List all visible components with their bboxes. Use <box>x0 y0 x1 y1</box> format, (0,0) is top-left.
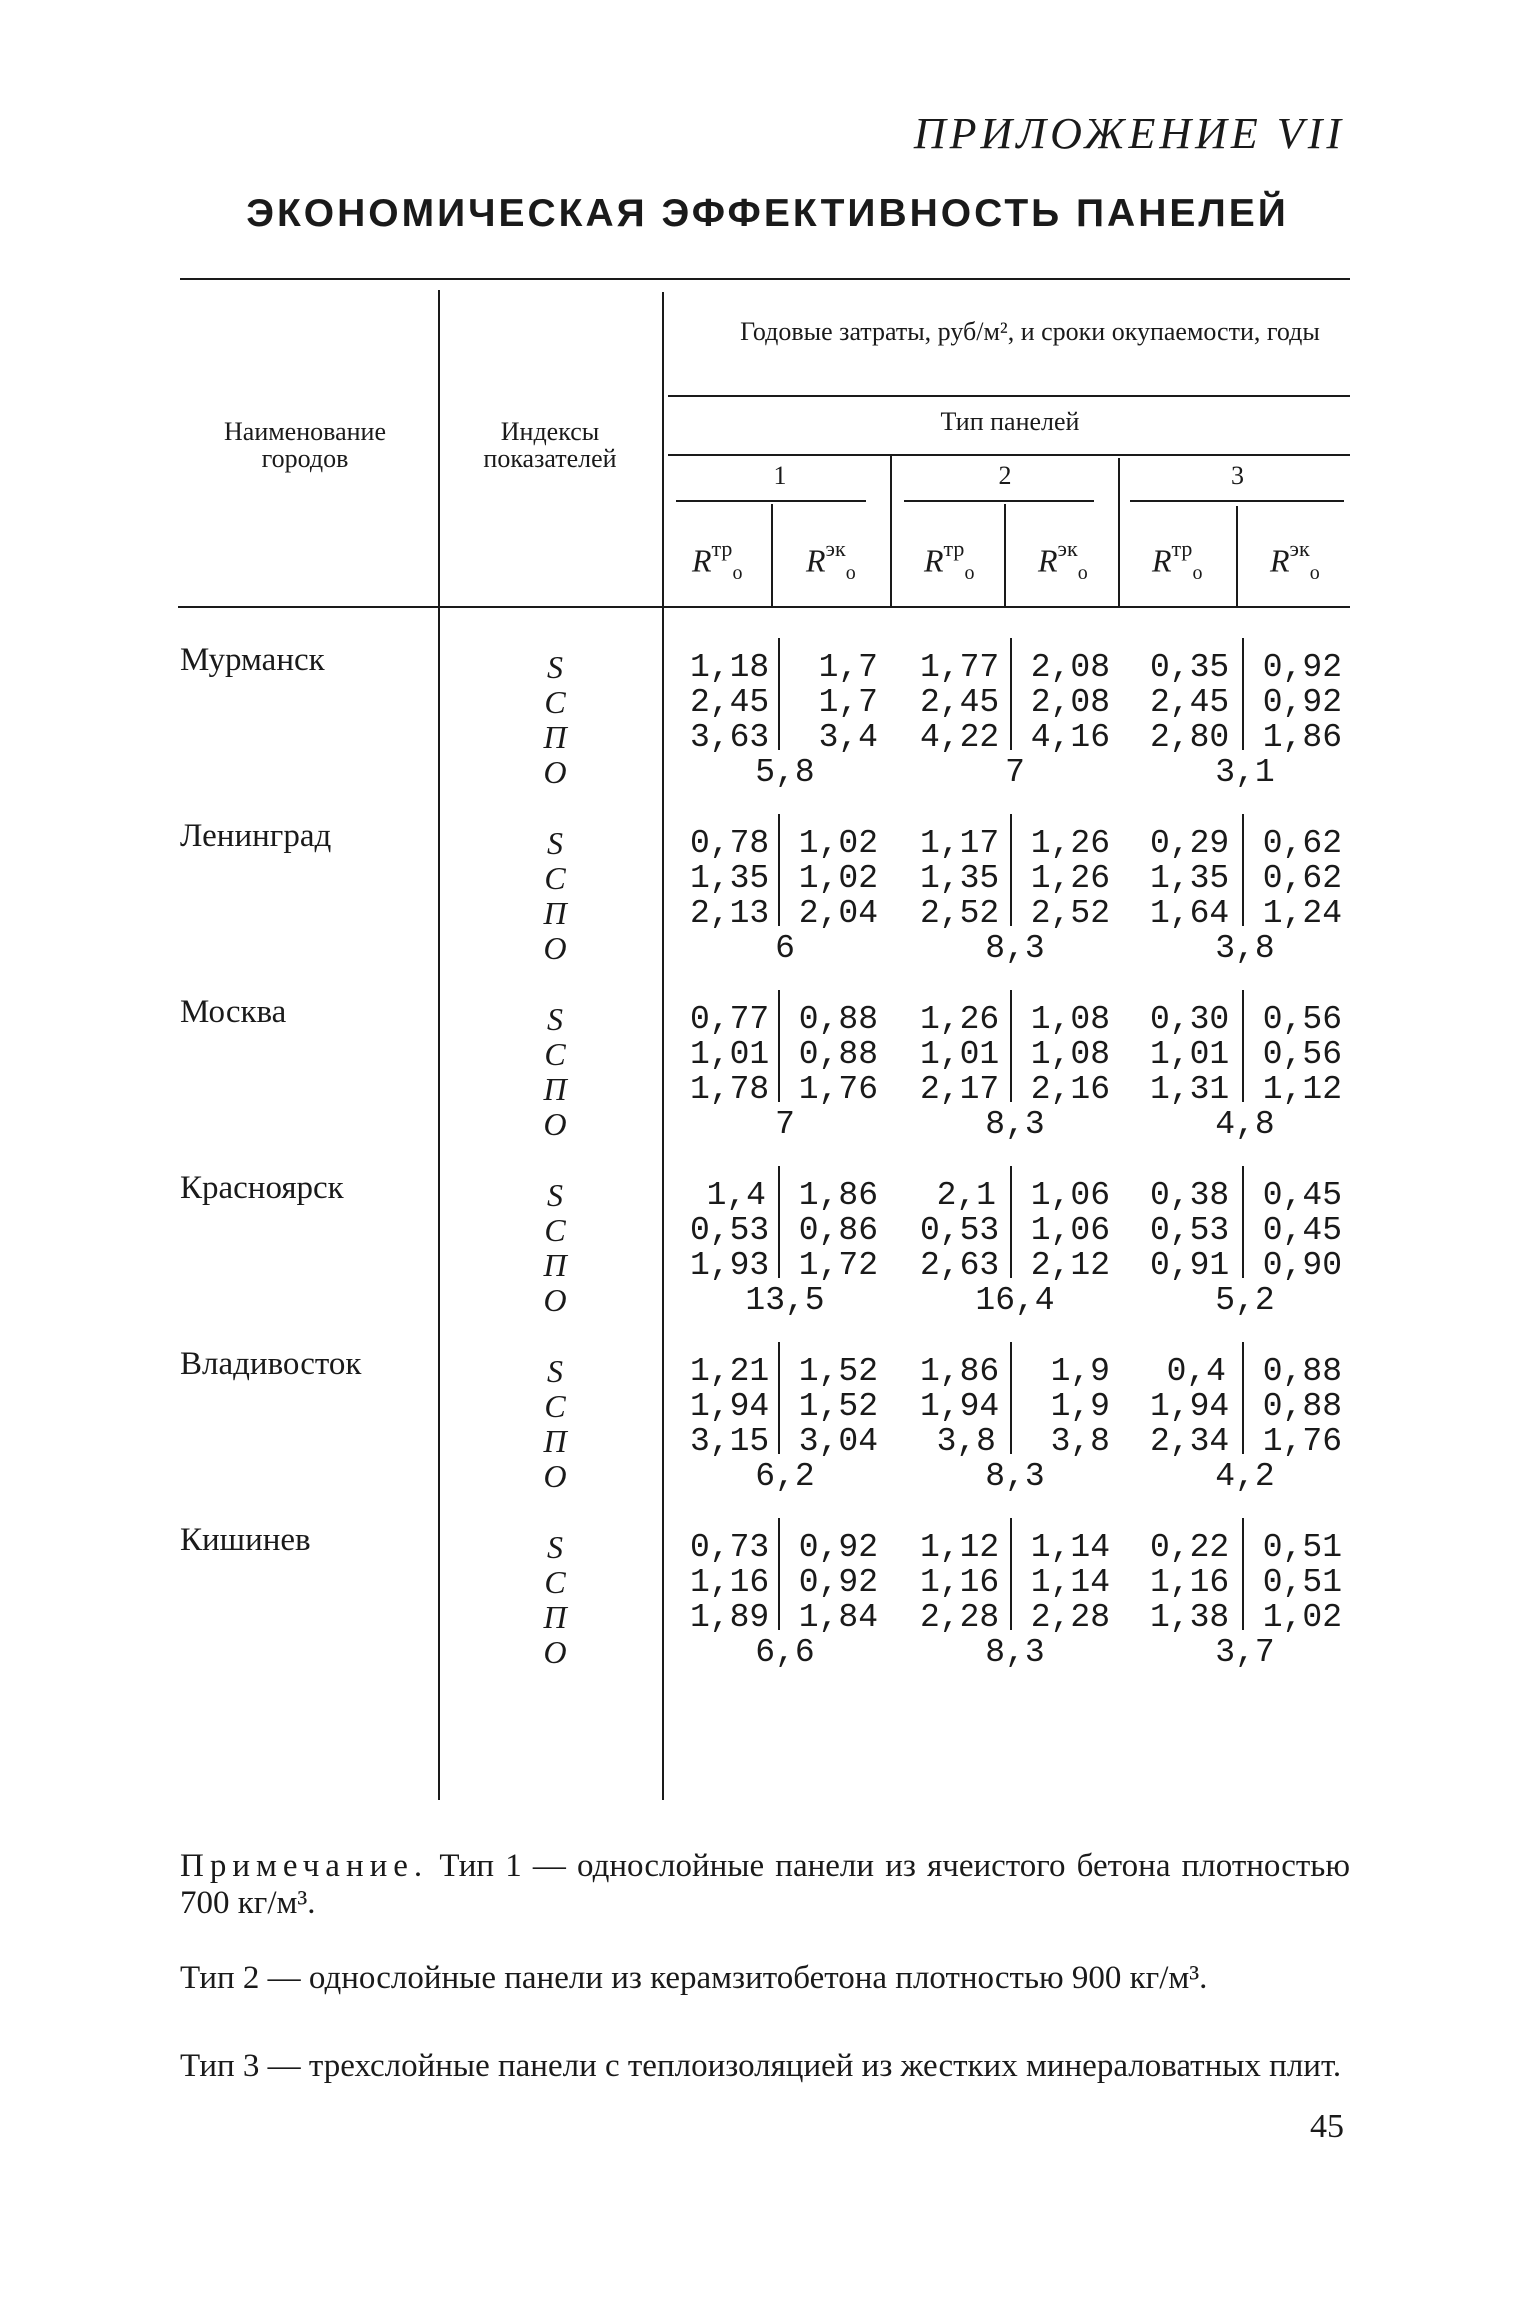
cost-value: 2,45 <box>920 684 1000 721</box>
cost-value: 1,17 <box>920 825 1000 862</box>
cost-value: 0,51 <box>1262 1529 1342 1566</box>
cost-value: 1,64 <box>1150 895 1230 932</box>
index-label: П <box>543 1599 567 1635</box>
type3-subrule <box>1130 500 1344 502</box>
index-label: C <box>544 684 566 720</box>
index-label: S <box>547 1353 563 1389</box>
cost-value: 0,45 <box>1262 1212 1342 1249</box>
cost-value: 0,88 <box>1262 1388 1342 1425</box>
cost-value: 1,26 <box>920 1001 1000 1038</box>
cost-value: 1,06 <box>1030 1177 1110 1214</box>
cell-divider <box>1242 1166 1244 1278</box>
cell-divider <box>1242 638 1244 750</box>
city-name: Москва <box>180 994 287 1030</box>
cost-value: 3,8 <box>936 1423 996 1460</box>
cost-value: 1,01 <box>1150 1036 1230 1073</box>
cost-value: 1,76 <box>798 1071 878 1108</box>
cost-value: 0,91 <box>1150 1247 1230 1284</box>
index-label: O <box>543 754 567 790</box>
payback-value: 16,4 <box>975 1282 1055 1319</box>
cell-divider <box>1242 1518 1244 1630</box>
note-type-3: Тип 3 — трехслойные панели с теплоизоляцией из жестких минераловатных плит. <box>180 2048 1342 2084</box>
cost-value: 1,18 <box>690 649 770 686</box>
payback-value: 4,8 <box>1215 1106 1275 1143</box>
cell-divider <box>778 638 780 750</box>
cost-value: 0,92 <box>1262 649 1342 686</box>
payback-value: 8,3 <box>985 1458 1045 1495</box>
cost-value: 2,1 <box>936 1177 996 1214</box>
cost-value: 1,14 <box>1030 1529 1110 1566</box>
appendix-label: ПРИЛОЖЕНИЕ VII <box>913 109 1345 158</box>
cell-divider <box>1242 1342 1244 1454</box>
cell-divider <box>778 1342 780 1454</box>
cost-value: 0,53 <box>920 1212 1000 1249</box>
cost-value: 0,53 <box>1150 1212 1230 1249</box>
cost-value: 2,13 <box>690 895 770 932</box>
cell-divider <box>1242 814 1244 926</box>
cost-value: 1,01 <box>920 1036 1000 1073</box>
cost-value: 1,86 <box>1262 719 1342 756</box>
payback-value: 8,3 <box>985 1634 1045 1671</box>
index-label: C <box>544 1564 566 1600</box>
cost-value: 1,86 <box>798 1177 878 1214</box>
city-name: Владивосток <box>180 1346 362 1382</box>
page-title: ЭКОНОМИЧЕСКАЯ ЭФФЕКТИВНОСТЬ ПАНЕЛЕЙ <box>246 192 1289 235</box>
index-label: S <box>547 1001 563 1037</box>
cost-value: 1,02 <box>798 825 878 862</box>
cost-value: 0,88 <box>1262 1353 1342 1390</box>
cost-value: 2,34 <box>1150 1423 1230 1460</box>
index-label: C <box>544 1388 566 1424</box>
cost-value: 0,56 <box>1262 1001 1342 1038</box>
payback-value: 3,1 <box>1215 754 1275 791</box>
index-label: П <box>543 1423 567 1459</box>
index-label: П <box>543 895 567 931</box>
cost-value: 1,16 <box>920 1564 1000 1601</box>
cost-value: 1,93 <box>690 1247 770 1284</box>
cost-value: 1,21 <box>690 1353 770 1390</box>
index-label: C <box>544 1036 566 1072</box>
cost-value: 1,26 <box>1030 825 1110 862</box>
index-label: П <box>543 1071 567 1107</box>
note-word: Примечание. <box>180 1848 429 1884</box>
city-name: Красноярск <box>180 1170 344 1206</box>
cost-value: 0,22 <box>1150 1529 1230 1566</box>
cost-value: 2,45 <box>1150 684 1230 721</box>
cost-value: 0,86 <box>798 1212 878 1249</box>
cost-value: 1,52 <box>798 1388 878 1425</box>
cost-value: 3,15 <box>690 1423 770 1460</box>
payback-value: 5,8 <box>755 754 815 791</box>
cost-value: 0,4 <box>1166 1353 1226 1390</box>
cost-value: 1,84 <box>798 1599 878 1636</box>
cost-value: 1,94 <box>690 1388 770 1425</box>
index-label: П <box>543 719 567 755</box>
cell-divider <box>1010 1342 1012 1454</box>
cost-value: 2,17 <box>920 1071 1000 1108</box>
panel-type-header: Тип панелей <box>940 407 1080 436</box>
cost-value: 1,02 <box>798 860 878 897</box>
payback-value: 5,2 <box>1215 1282 1275 1319</box>
header-bottom-rule <box>178 606 1350 608</box>
cell-divider <box>1010 638 1012 750</box>
cost-value: 0,56 <box>1262 1036 1342 1073</box>
cost-value: 1,94 <box>920 1388 1000 1425</box>
index-label: O <box>543 1458 567 1494</box>
cell-divider <box>1010 814 1012 926</box>
cost-value: 1,52 <box>798 1353 878 1390</box>
cost-value: 0,62 <box>1262 860 1342 897</box>
r-tr-symbol: $R^{тр}_о$ <box>1152 536 1203 585</box>
index-label: S <box>547 825 563 861</box>
cost-value: 0,29 <box>1150 825 1230 862</box>
cost-value: 2,08 <box>1030 649 1110 686</box>
type-divider-2-3 <box>1118 458 1120 606</box>
cell-divider <box>1010 1518 1012 1630</box>
cell-divider <box>778 814 780 926</box>
cost-value: 2,80 <box>1150 719 1230 756</box>
cell-divider <box>1242 990 1244 1102</box>
cost-value: 1,7 <box>818 684 878 721</box>
type-1-header: 1 <box>773 461 787 490</box>
payback-value: 3,8 <box>1215 930 1275 967</box>
type-divider-1-2 <box>890 456 892 606</box>
cost-value: 1,38 <box>1150 1599 1230 1636</box>
r-ek-symbol: $R^{эк}_о$ <box>1038 536 1088 585</box>
cost-value: 1,35 <box>920 860 1000 897</box>
cost-value: 3,04 <box>798 1423 878 1460</box>
cell-divider <box>1010 990 1012 1102</box>
cell-divider <box>778 990 780 1102</box>
city-column-divider <box>438 290 440 1800</box>
city-name: Ленинград <box>180 818 332 854</box>
page-number: 45 <box>1310 2108 1344 2145</box>
cell-divider <box>778 1518 780 1630</box>
cost-value: 2,63 <box>920 1247 1000 1284</box>
cost-value: 1,4 <box>706 1177 766 1214</box>
cost-value: 1,94 <box>1150 1388 1230 1425</box>
city-column-header: Наименование городов <box>224 417 386 474</box>
cost-value: 4,22 <box>920 719 1000 756</box>
r-tr-symbol: $R^{тр}_о$ <box>924 536 975 585</box>
index-column-header: Индексы показателей <box>483 417 617 474</box>
cost-value: 0,92 <box>798 1529 878 1566</box>
type-header-rule <box>668 454 1350 456</box>
cost-value: 1,26 <box>1030 860 1110 897</box>
cost-value: 2,08 <box>1030 684 1110 721</box>
cost-value: 1,14 <box>1030 1564 1110 1601</box>
payback-value: 3,7 <box>1215 1634 1275 1671</box>
cost-value: 2,52 <box>1030 895 1110 932</box>
cost-value: 0,78 <box>690 825 770 862</box>
cost-value: 4,16 <box>1030 719 1110 756</box>
cost-value: 1,12 <box>1262 1071 1342 1108</box>
cost-value: 1,08 <box>1030 1036 1110 1073</box>
type1-subrule <box>676 500 866 502</box>
payback-value: 7 <box>1005 754 1025 791</box>
index-label: S <box>547 1177 563 1213</box>
payback-value: 7 <box>775 1106 795 1143</box>
cost-value: 1,02 <box>1262 1599 1342 1636</box>
costs-header-rule <box>668 395 1350 397</box>
costs-header: Годовые затраты, руб/м², и сроки окупаемости, годы <box>740 317 1320 346</box>
city-name: Кишинев <box>180 1522 311 1558</box>
cost-value: 1,16 <box>1150 1564 1230 1601</box>
cost-value: 1,06 <box>1030 1212 1110 1249</box>
index-label: S <box>547 649 563 685</box>
cost-value: 1,08 <box>1030 1001 1110 1038</box>
cost-value: 0,35 <box>1150 649 1230 686</box>
table-top-rule <box>180 278 1350 280</box>
type1-rtr-rek-divider <box>771 504 773 606</box>
cost-value: 0,77 <box>690 1001 770 1038</box>
type2-rtr-rek-divider <box>1004 504 1006 606</box>
type-3-header: 3 <box>1231 461 1244 490</box>
cost-value: 2,16 <box>1030 1071 1110 1108</box>
cost-value: 1,78 <box>690 1071 770 1108</box>
cost-value: 2,28 <box>1030 1599 1110 1636</box>
note-type-1: Примечание. Тип 1 — однослойные панели из ячеистого бетона плотностью 700 кг/м³. <box>180 1848 1351 1921</box>
cost-value: 0,92 <box>798 1564 878 1601</box>
index-label: O <box>543 1634 567 1670</box>
cost-value: 2,28 <box>920 1599 1000 1636</box>
cost-value: 1,89 <box>690 1599 770 1636</box>
cost-value: 2,04 <box>798 895 878 932</box>
cost-value: 1,72 <box>798 1247 878 1284</box>
cost-value: 3,4 <box>818 719 878 756</box>
cost-value: 0,30 <box>1150 1001 1230 1038</box>
cost-value: 1,01 <box>690 1036 770 1073</box>
cost-value: 1,24 <box>1262 895 1342 932</box>
payback-value: 8,3 <box>985 1106 1045 1143</box>
index-label: O <box>543 1282 567 1318</box>
city-name: Мурманск <box>180 642 325 678</box>
cost-value: 1,31 <box>1150 1071 1230 1108</box>
cost-value: 3,63 <box>690 719 770 756</box>
cost-value: 1,35 <box>690 860 770 897</box>
cost-value: 1,77 <box>920 649 1000 686</box>
cost-value: 1,12 <box>920 1529 1000 1566</box>
cost-value: 0,90 <box>1262 1247 1342 1284</box>
index-column-divider <box>662 292 664 1800</box>
type-2-header: 2 <box>998 461 1012 490</box>
payback-value: 6,6 <box>755 1634 815 1671</box>
index-label: П <box>543 1247 567 1283</box>
payback-value: 6 <box>775 930 795 967</box>
type3-rtr-rek-divider <box>1236 506 1238 606</box>
cost-value: 0,45 <box>1262 1177 1342 1214</box>
index-label: S <box>547 1529 563 1565</box>
type2-subrule <box>904 500 1094 502</box>
cost-value: 0,88 <box>798 1001 878 1038</box>
cost-value: 0,88 <box>798 1036 878 1073</box>
index-label: O <box>543 1106 567 1142</box>
cost-value: 1,7 <box>818 649 878 686</box>
cost-value: 2,12 <box>1030 1247 1110 1284</box>
r-ek-symbol: $R^{эк}_о$ <box>1270 536 1320 585</box>
index-label: C <box>544 1212 566 1248</box>
cost-value: 0,62 <box>1262 825 1342 862</box>
cost-value: 1,9 <box>1050 1353 1110 1390</box>
cost-value: 0,92 <box>1262 684 1342 721</box>
cost-value: 1,16 <box>690 1564 770 1601</box>
payback-value: 8,3 <box>985 930 1045 967</box>
r-ek-symbol: $R^{эк}_о$ <box>806 536 856 585</box>
cost-value: 1,9 <box>1050 1388 1110 1425</box>
payback-value: 6,2 <box>755 1458 815 1495</box>
payback-value: 13,5 <box>745 1282 825 1319</box>
index-label: C <box>544 860 566 896</box>
r-tr-symbol: $R^{тр}_о$ <box>692 536 743 585</box>
cost-value: 2,52 <box>920 895 1000 932</box>
cost-value: 0,38 <box>1150 1177 1230 1214</box>
cost-value: 0,53 <box>690 1212 770 1249</box>
payback-value: 4,2 <box>1215 1458 1275 1495</box>
cost-value: 0,51 <box>1262 1564 1342 1601</box>
cost-value: 1,86 <box>920 1353 1000 1390</box>
cell-divider <box>778 1166 780 1278</box>
cost-value: 1,35 <box>1150 860 1230 897</box>
cost-value: 1,76 <box>1262 1423 1342 1460</box>
cost-value: 0,73 <box>690 1529 770 1566</box>
cost-value: 3,8 <box>1050 1423 1110 1460</box>
cell-divider <box>1010 1166 1012 1278</box>
index-label: O <box>543 930 567 966</box>
cost-value: 2,45 <box>690 684 770 721</box>
note-type-2: Тип 2 — однослойные панели из керамзитобетона плотностью 900 кг/м³. <box>180 1960 1208 1996</box>
